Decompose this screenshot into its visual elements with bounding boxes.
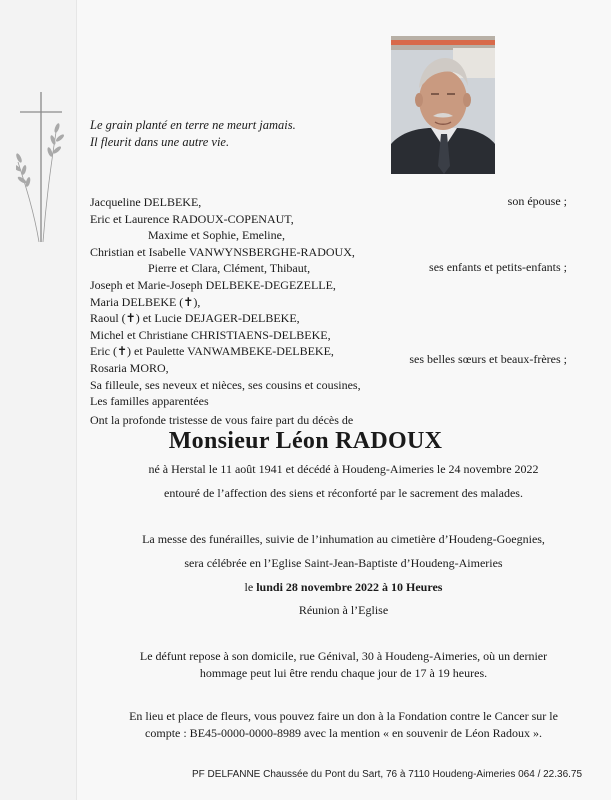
- announcement-text: Ont la profonde tristesse de vous faire part du décès de: [90, 413, 354, 427]
- funeral-date-prefix: le: [244, 580, 257, 594]
- epitaph-quote: [90, 117, 296, 151]
- family-line: Joseph et Marie-Joseph DELBEKE-DEGEZELLE,: [90, 277, 336, 292]
- funeral-line-1: La messe des funérailles, suivie de l’inhumation au cimetière d’Houdeng-Goegnies,: [142, 532, 545, 546]
- family-line: Maxime et Sophie, Emeline,: [148, 228, 285, 243]
- relation-siblings: ses belles sœurs et beaux-frères ;: [409, 352, 567, 366]
- family-line: Jacqueline DELBEKE,: [90, 195, 202, 209]
- family-line: Raoul (✝) et Lucie DEJAGER-DELBEKE,: [90, 311, 300, 326]
- cross-wheat-icon: [16, 92, 66, 242]
- relation-spouse: son épouse ;: [507, 194, 567, 208]
- meeting-place: Réunion à l’Eglise: [298, 603, 389, 617]
- rest-line-2: hommage peut lui être rendu chaque jour de 17 à 19 heures.: [199, 666, 488, 680]
- rest-paragraph: [76, 648, 611, 682]
- funeral-date-bold: lundi 28 novembre 2022 à 10 Heures: [256, 580, 443, 594]
- family-list: [90, 194, 361, 410]
- donation-line-2: compte : BE45-0000-0000-8989 avec la mention « en souvenir de Léon Radoux ».: [145, 726, 542, 740]
- funeral-home-footer: PF DELFANNE Chaussée du Pont du Sart, 76 à 7110 Houdeng-Aimeries 064 / 22.36.75: [192, 769, 583, 780]
- birth-death-line: né à Herstal le 11 août 1941 et décédé à Houdeng-Aimeries le 24 novembre 2022: [148, 462, 539, 476]
- family-line: Rosaria MORO,: [90, 360, 169, 375]
- donation-paragraph: [76, 708, 611, 742]
- quote-line-1: Le grain planté en terre ne meurt jamais.: [90, 118, 296, 132]
- family-line: Michel et Christiane CHRISTIAENS-DELBEKE,: [90, 327, 331, 342]
- sacrament-line: entouré de l’affection des siens et réconforté par le sacrement des malades.: [164, 486, 523, 500]
- relation-children: ses enfants et petits-enfants ;: [429, 260, 567, 274]
- family-line: Eric et Laurence RADOUX-COPENAUT,: [90, 211, 294, 226]
- quote-line-2: Il fleurit dans une autre vie.: [90, 135, 230, 149]
- deceased-name: Monsieur Léon RADOUX: [168, 428, 443, 454]
- rest-line-1: Le défunt repose à son domicile, rue Génival, 30 à Houdeng-Aimeries, où un dernier: [139, 649, 548, 663]
- donation-line-1: En lieu et place de fleurs, vous pouvez faire un don à la Fondation contre le Cancer sur le: [129, 709, 558, 723]
- family-line: Christian et Isabelle VANWYNSBERGHE-RADOUX,: [90, 244, 355, 259]
- family-line: Eric (✝) et Paulette VANWAMBEKE-DELBEKE,: [90, 344, 334, 359]
- family-line: Pierre et Clara, Clément, Thibaut,: [148, 261, 311, 276]
- family-line: Sa filleule, ses neveux et nièces, ses cousins et cousines,: [90, 377, 361, 392]
- portrait-photo: [391, 36, 495, 174]
- funeral-line-2: sera célébrée en l’Eglise Saint-Jean-Baptiste d’Houdeng-Aimeries: [184, 556, 503, 570]
- family-line: Les familles apparentées: [90, 394, 209, 409]
- funeral-date: [76, 579, 611, 595]
- family-line: Maria DELBEKE (✝),: [90, 294, 201, 309]
